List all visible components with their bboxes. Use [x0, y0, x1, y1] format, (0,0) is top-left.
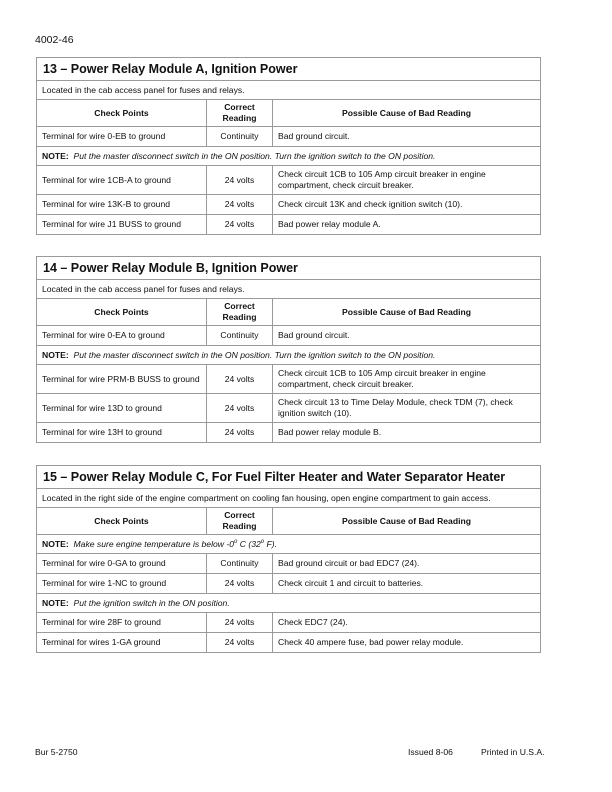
check-point-cell: Terminal for wire 13D to ground: [37, 394, 207, 423]
check-point-cell: Terminal for wire 1-NC to ground: [37, 574, 207, 594]
header-row: [37, 299, 541, 326]
table-row: [37, 423, 541, 443]
cause-cell: Bad ground circuit.: [273, 326, 541, 346]
table-row: [37, 365, 541, 394]
header-possible-cause: Possible Cause of Bad Reading: [273, 299, 541, 326]
note-row: [37, 594, 541, 613]
reading-cell: 24 volts: [207, 574, 273, 594]
note-text: Put the ignition switch in the ON position.: [73, 597, 230, 608]
reading-cell: Continuity: [207, 326, 273, 346]
check-point-cell: Terminal for wire 0-EB to ground: [37, 127, 207, 147]
section-title: 13 – Power Relay Module A, Ignition Power: [37, 58, 541, 81]
table-row: [37, 166, 541, 195]
cause-cell: Check circuit 1 and circuit to batteries.: [273, 574, 541, 594]
section-title: 14 – Power Relay Module B, Ignition Power: [37, 257, 541, 280]
degree-superscript: o: [234, 538, 238, 545]
degree-superscript: o: [260, 538, 265, 545]
check-point-cell: Terminal for wire 1CB-A to ground: [37, 166, 207, 195]
table-row: [37, 633, 541, 653]
check-point-cell: Terminal for wire 13K-B to ground: [37, 195, 207, 215]
note-row: [37, 346, 541, 365]
note-text: Put the master disconnect switch in the ON position. Turn the ignition switch to the ON position.: [73, 150, 436, 161]
note-label: NOTE:: [42, 150, 69, 161]
section-13-table: [36, 57, 541, 235]
header-row: [37, 100, 541, 127]
reading-cell: 24 volts: [207, 633, 273, 653]
table-row: [37, 127, 541, 147]
note-row: [37, 147, 541, 166]
header-possible-cause: Possible Cause of Bad Reading: [273, 508, 541, 535]
reading-cell: 24 volts: [207, 613, 273, 633]
header-row: [37, 508, 541, 535]
note-text-part: F).: [264, 538, 277, 549]
header-possible-cause: Possible Cause of Bad Reading: [273, 100, 541, 127]
note-text-part: Make sure engine temperature is below -0: [73, 538, 235, 549]
section-15-table: [36, 465, 541, 653]
reading-cell: 24 volts: [207, 215, 273, 235]
reading-cell: 24 volts: [207, 195, 273, 215]
reading-cell: 24 volts: [207, 166, 273, 195]
cause-cell: Check 40 ampere fuse, bad power relay module.: [273, 633, 541, 653]
note-row: [37, 535, 541, 554]
footer-printed: Printed in U.S.A.: [481, 747, 545, 757]
table-row: [37, 574, 541, 594]
check-point-cell: Terminal for wires 1-GA ground: [37, 633, 207, 653]
note-text: Put the master disconnect switch in the ON position. Turn the ignition switch to the ON position.: [73, 349, 436, 360]
header-correct-reading: Correct Reading: [207, 508, 273, 535]
cause-cell: Check EDC7 (24).: [273, 613, 541, 633]
check-point-cell: Terminal for wire 13H to ground: [37, 423, 207, 443]
cause-cell: Bad ground circuit or bad EDC7 (24).: [273, 554, 541, 574]
table-row: [37, 215, 541, 235]
page-number: 4002-46: [35, 34, 74, 46]
check-point-cell: Terminal for wire 28F to ground: [37, 613, 207, 633]
table-row: [37, 554, 541, 574]
header-check-points: Check Points: [37, 508, 207, 535]
header-check-points: Check Points: [37, 299, 207, 326]
section-13: [36, 57, 540, 235]
footer-doc-number: Bur 5-2750: [35, 747, 78, 757]
check-point-cell: Terminal for wire 0-GA to ground: [37, 554, 207, 574]
cause-cell: Bad power relay module B.: [273, 423, 541, 443]
location-text: Located in the right side of the engine compartment on cooling fan housing, open engine compartment to gain access.: [37, 489, 541, 508]
check-point-cell: Terminal for wire 0-EA to ground: [37, 326, 207, 346]
section-14: [36, 256, 540, 443]
table-row: [37, 195, 541, 215]
section-14-table: [36, 256, 541, 443]
cause-cell: Check circuit 1CB to 105 Amp circuit breaker in engine compartment, check circuit breaker.: [273, 365, 541, 394]
cause-cell: Check circuit 13K and check ignition switch (10).: [273, 195, 541, 215]
header-check-points: Check Points: [37, 100, 207, 127]
location-text: Located in the cab access panel for fuses and relays.: [37, 280, 541, 299]
table-row: [37, 326, 541, 346]
header-correct-reading: Correct Reading: [207, 100, 273, 127]
reading-cell: 24 volts: [207, 365, 273, 394]
note-label: NOTE:: [42, 538, 69, 549]
note-label: NOTE:: [42, 349, 69, 360]
cause-cell: Bad ground circuit.: [273, 127, 541, 147]
check-point-cell: Terminal for wire J1 BUSS to ground: [37, 215, 207, 235]
cause-cell: Bad power relay module A.: [273, 215, 541, 235]
reading-cell: 24 volts: [207, 423, 273, 443]
section-title: 15 – Power Relay Module C, For Fuel Filter Heater and Water Separator Heater: [37, 466, 541, 489]
header-correct-reading: Correct Reading: [207, 299, 273, 326]
note-text-part: C (32: [237, 538, 261, 549]
note-text: [74, 539, 277, 549]
reading-cell: Continuity: [207, 127, 273, 147]
table-row: [37, 613, 541, 633]
note-label: NOTE:: [42, 597, 69, 608]
section-15: [36, 465, 540, 653]
check-point-cell: Terminal for wire PRM-B BUSS to ground: [37, 365, 207, 394]
cause-cell: Check circuit 1CB to 105 Amp circuit breaker in engine compartment, check circuit breaker.: [273, 166, 541, 195]
cause-cell: Check circuit 13 to Time Delay Module, check TDM (7), check ignition switch (10).: [273, 394, 541, 423]
footer-issued: Issued 8-06: [408, 747, 453, 757]
reading-cell: 24 volts: [207, 394, 273, 423]
table-row: [37, 394, 541, 423]
location-text: Located in the cab access panel for fuses and relays.: [37, 81, 541, 100]
reading-cell: Continuity: [207, 554, 273, 574]
